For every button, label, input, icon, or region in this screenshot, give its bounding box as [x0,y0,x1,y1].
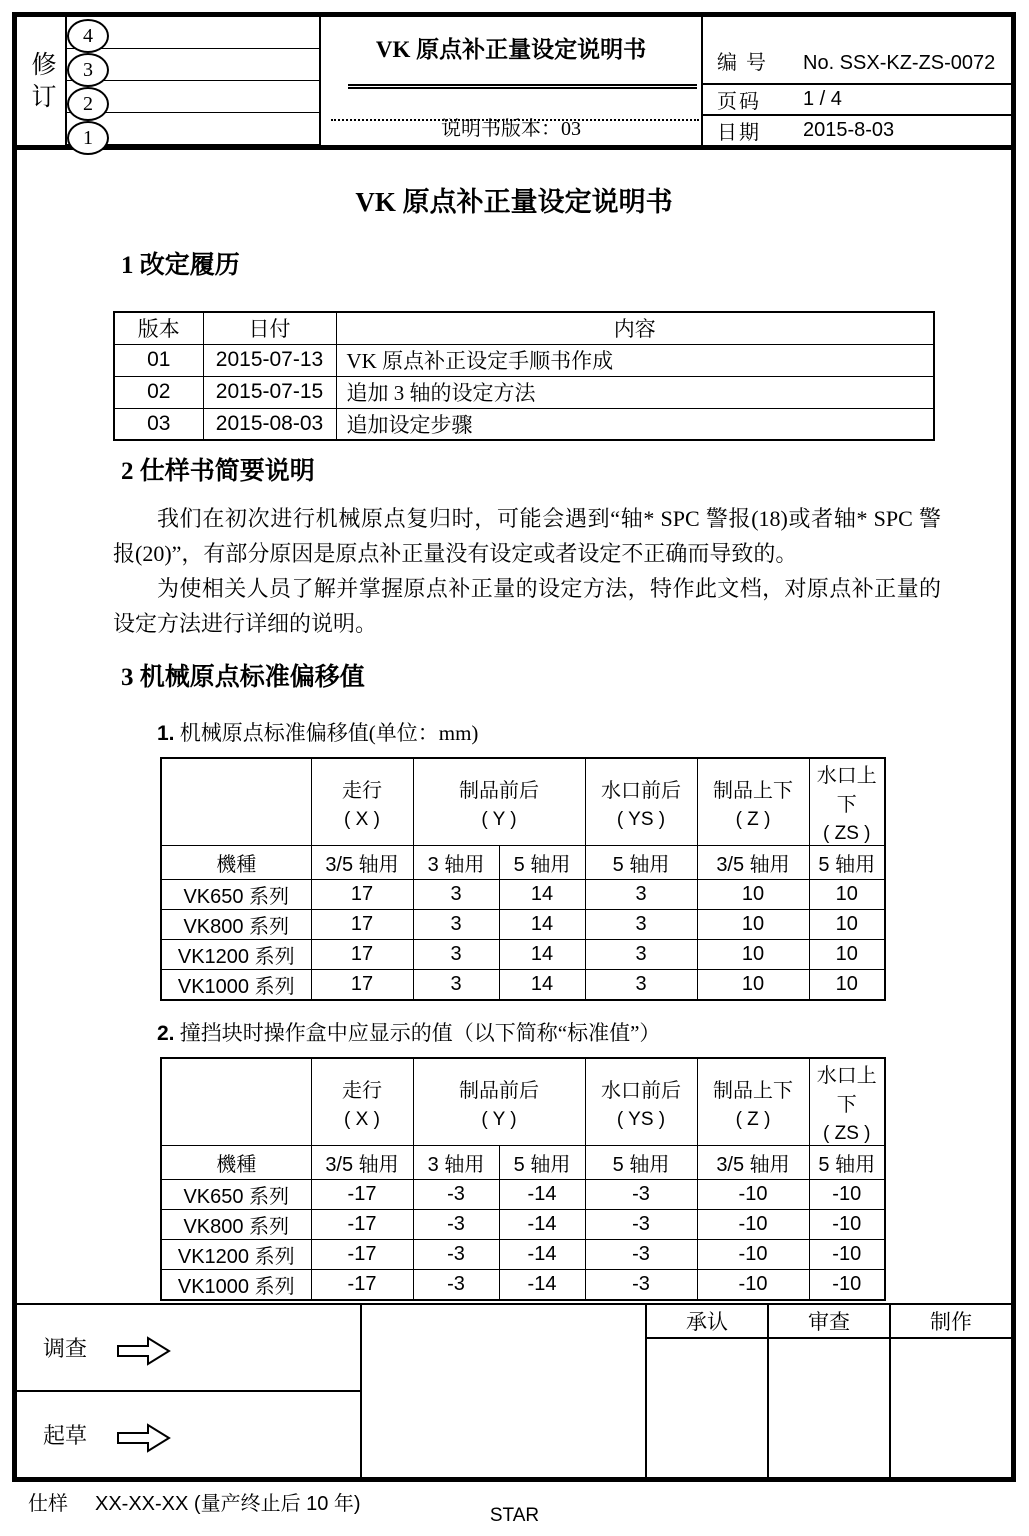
cell-model: VK1200 系列 [161,940,311,970]
axis-code: ( X ) [344,808,380,830]
cell-value: -3 [413,1180,499,1210]
axis-usage-row [161,1146,885,1180]
paragraph-2: 为使相关人员了解并掌握原点补正量的设定方法，特作此文档，对原点补正量的设定方法进行详细的说明。 [113,576,941,636]
approve-column [647,1305,767,1477]
cell-value: -3 [585,1240,697,1270]
approval-blank-cell [362,1305,647,1477]
revision-history-table [113,311,935,441]
axis-code: ( Y ) [481,1108,517,1130]
cell-value: 14 [499,970,585,1001]
table-row [161,1180,885,1210]
cell-value: -17 [311,1240,413,1270]
cell-model: VK1200 系列 [161,1240,311,1270]
cell-value: 3 [413,970,499,1001]
col-header-version: 版本 [114,312,203,344]
approval-left [17,1305,362,1477]
paragraph-1: 我们在初次进行机械原点复归时，可能会遇到“轴* SPC 警报(18)或者轴* SPC 警报(20)”，有部分原因是原点补正量没有设定或者设定不正确而导致的。 [113,506,941,566]
cell-value: -14 [499,1240,585,1270]
cell-value: -10 [809,1240,885,1270]
cell-value: 3 [413,940,499,970]
cell-value: -3 [585,1270,697,1301]
cell-value: -3 [413,1240,499,1270]
cell-date: 2015-07-13 [203,344,336,376]
cell-version: 01 [114,344,203,376]
cell-value: -10 [809,1210,885,1240]
revision-circle-1: 1 [67,121,109,155]
cell-value: 10 [697,880,809,910]
cell-value: -14 [499,1270,585,1301]
date-row [703,116,1011,145]
cell-content: VK 原点补正设定手顺书作成 [336,344,934,376]
axis-usage: 3/5 轴用 [697,1146,809,1180]
subsection-2-text: 撞挡块时操作盒中应显示的值（以下简称“标准值”） [179,1021,661,1045]
blank-cell [161,758,311,846]
review-sign-cell [769,1339,889,1477]
axis-usage: 5 轴用 [499,1146,585,1180]
axis-name: 水口上下 [816,765,877,816]
axis-usage: 5 轴用 [809,846,885,880]
axis-code: ( ZS ) [823,823,871,844]
axis-code: ( YS ) [616,1108,666,1130]
cell-value: -3 [585,1210,697,1240]
axis-name: 制品上下 [713,1079,793,1102]
cell-model: VK1000 系列 [161,1270,311,1301]
col-group-ys [585,758,697,846]
cell-model: VK800 系列 [161,910,311,940]
axis-code: ( Z ) [735,1108,771,1130]
cell-content: 追加 3 轴的设定方法 [336,376,934,408]
axis-name: 制品上下 [713,779,793,802]
section3-heading: 3 机械原点标准偏移值 [121,664,365,691]
table-row [161,1270,885,1301]
cell-value: 3 [585,910,697,940]
document-header [17,17,1011,150]
cell-value: -17 [311,1270,413,1301]
axis-name: 水口前后 [601,779,681,802]
cell-value: -17 [311,1180,413,1210]
cell-date: 2015-08-03 [203,408,336,440]
offset-values-table [160,757,886,1001]
cell-value: -10 [697,1180,809,1210]
machine-col-header: 機種 [161,846,311,880]
table-row [114,408,934,440]
cell-value: -3 [413,1210,499,1240]
cell-value: -3 [585,1180,697,1210]
cell-value: -10 [809,1180,885,1210]
col-group-z [697,758,809,846]
table-row [161,1240,885,1270]
revision-circle-3: 3 [67,53,109,87]
cell-value: 17 [311,970,413,1001]
cell-value: -10 [809,1270,885,1301]
flow-arrow-icon [117,1337,171,1365]
double-rule [348,84,697,89]
spec-label: 仕样 [28,1493,68,1515]
col-group-x [311,1058,413,1146]
doc-number-label: 编 号 [717,52,768,74]
cell-value: -17 [311,1210,413,1240]
header-meta-block [703,17,1011,145]
review-column [767,1305,889,1477]
cell-value: -3 [413,1270,499,1301]
table-row [161,970,885,1001]
manual-version: 说明书版本：03 [441,118,581,140]
axis-code: ( X ) [344,1108,380,1130]
revision-mark-block [17,17,321,149]
cell-value: 10 [697,940,809,970]
cell-value: 3 [413,910,499,940]
approval-sign-columns [647,1305,1011,1477]
cell-version: 03 [114,408,203,440]
standard-values-table [160,1057,886,1301]
flow-arrow-icon [117,1424,171,1452]
cell-value: 10 [809,940,885,970]
spec-value: XX-XX-XX (量产终止后 10 年) [95,1493,361,1515]
col-header-content: 内容 [336,312,934,344]
axis-group-header-row [161,758,885,846]
header-doc-title: VK 原点补正量设定说明书 [375,37,647,62]
axis-usage: 5 轴用 [585,1146,697,1180]
cell-value: 10 [697,910,809,940]
page-number-row [703,85,1011,116]
table-row [114,376,934,408]
machine-col-header: 機種 [161,1146,311,1180]
cell-value: -14 [499,1180,585,1210]
page-number-value: 1 / 4 [803,88,842,110]
approval-block [17,1303,1011,1477]
axis-usage: 3/5 轴用 [697,846,809,880]
doc-number-value: No. SSX-KZ-ZS-0072 [803,52,996,74]
cell-model: VK650 系列 [161,1180,311,1210]
make-sign-cell [891,1339,1011,1477]
cell-value: -10 [697,1270,809,1301]
table-row [161,940,885,970]
make-column [889,1305,1011,1477]
section1-heading: 1 改定履历 [121,252,240,279]
axis-usage: 3/5 轴用 [311,1146,413,1180]
axis-code: ( YS ) [616,808,666,830]
table-row [161,1210,885,1240]
cell-model: VK650 系列 [161,880,311,910]
section2-heading: 2 仕样书简要说明 [121,458,315,485]
cell-value: -10 [697,1240,809,1270]
col-group-z [697,1058,809,1146]
col-group-y [413,1058,585,1146]
page-frame [12,12,1016,1482]
axis-name: 制品前后 [459,1079,539,1102]
axis-group-header-row [161,1058,885,1146]
col-group-x [311,758,413,846]
cell-value: 14 [499,940,585,970]
investigate-row [17,1305,360,1392]
subsection-2-number: 2. [157,1022,175,1045]
doc-number-row [703,17,1011,85]
cell-version: 02 [114,376,203,408]
cell-value: 10 [697,970,809,1001]
review-label: 审查 [769,1305,889,1339]
cell-value: 17 [311,880,413,910]
axis-code: ( Y ) [481,808,517,830]
revision-rows [67,17,319,149]
axis-usage: 5 轴用 [809,1146,885,1180]
axis-usage: 3 轴用 [413,846,499,880]
table-row [161,880,885,910]
axis-name: 走行 [342,779,382,802]
subsection-1-title [157,717,1011,747]
page-number-label: 页码 [717,91,761,113]
subsection-2-title [157,1017,1011,1047]
cell-value: 17 [311,940,413,970]
investigate-label: 调查 [43,1336,88,1361]
cell-content: 追加设定步骤 [336,408,934,440]
col-group-zs [809,1058,885,1146]
axis-usage: 5 轴用 [499,846,585,880]
table-row [114,344,934,376]
cell-value: 3 [585,880,697,910]
cell-value: 14 [499,880,585,910]
cell-value: 3 [585,940,697,970]
revision-circle-2: 2 [67,87,109,121]
draft-row [17,1392,360,1477]
axis-code: ( ZS ) [823,1123,871,1144]
cell-value: -14 [499,1210,585,1240]
blank-cell [161,1058,311,1146]
col-group-zs [809,758,885,846]
col-group-ys [585,1058,697,1146]
document-body [17,180,1011,1333]
table-header-row [114,312,934,344]
table-row [161,910,885,940]
approve-sign-cell [647,1339,767,1477]
axis-name: 水口上下 [816,1065,877,1116]
axis-usage: 3 轴用 [413,1146,499,1180]
cell-value: -10 [697,1210,809,1240]
header-title-block [321,17,703,145]
revision-circle-4: 4 [67,19,109,53]
axis-usage-row [161,846,885,880]
page-title: VK 原点补正量设定说明书 [355,187,673,217]
make-label: 制作 [891,1305,1011,1339]
date-label: 日期 [717,122,761,144]
cell-value: 17 [311,910,413,940]
company-brand: STAR [489,1505,540,1526]
approve-label: 承认 [647,1305,767,1339]
axis-usage: 3/5 轴用 [311,846,413,880]
cell-value: 3 [413,880,499,910]
axis-code: ( Z ) [735,808,771,830]
revision-label: 修订 [17,17,67,145]
cell-value: 3 [585,970,697,1001]
cell-date: 2015-07-15 [203,376,336,408]
col-group-y [413,758,585,846]
draft-label: 起草 [43,1423,88,1448]
subsection-1-text: 机械原点标准偏移值(单位：mm) [179,721,479,745]
cell-value: 10 [809,910,885,940]
cell-value: 10 [809,880,885,910]
cell-value: 10 [809,970,885,1001]
axis-name: 走行 [342,1079,382,1102]
cell-value: 14 [499,910,585,940]
axis-usage: 5 轴用 [585,846,697,880]
subsection-1-number: 1. [157,722,175,745]
axis-name: 制品前后 [459,779,539,802]
cell-model: VK1000 系列 [161,970,311,1001]
cell-model: VK800 系列 [161,1210,311,1240]
col-header-date: 日付 [203,312,336,344]
axis-name: 水口前后 [601,1079,681,1102]
date-value: 2015-8-03 [803,119,895,141]
